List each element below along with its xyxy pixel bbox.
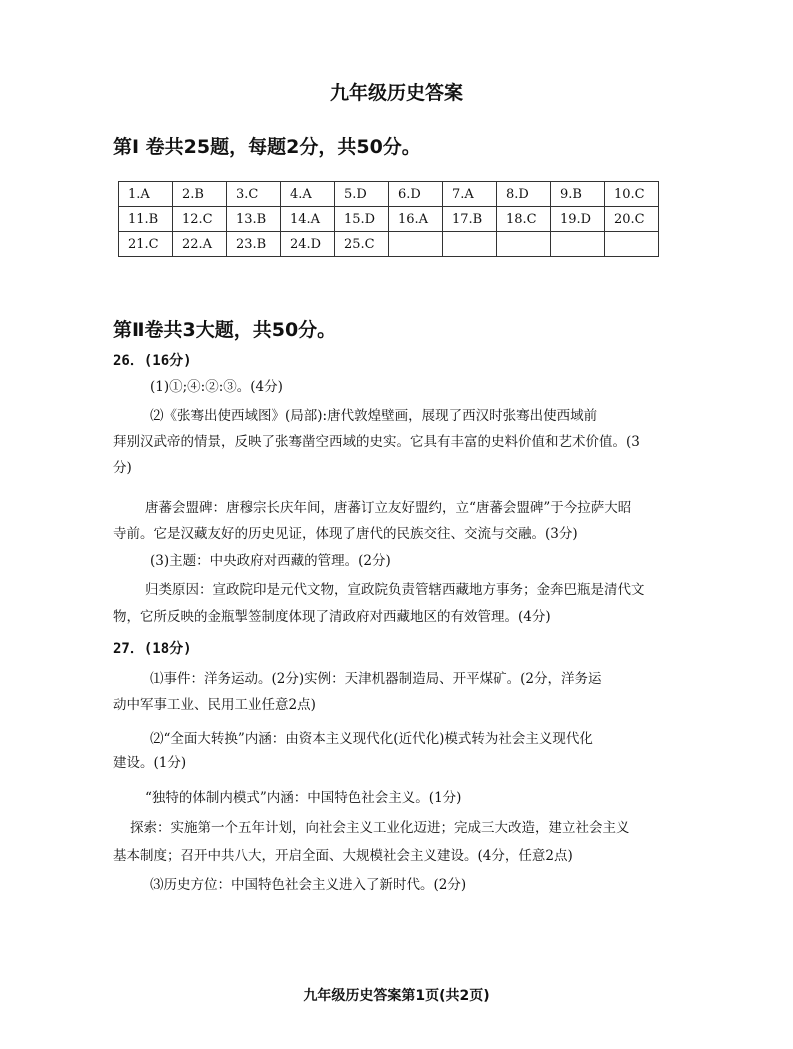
q27-part1-line2: 动中军事工业、民用工业任意2点) <box>113 697 316 713</box>
answer-cell: 23.B <box>227 232 281 257</box>
q27-part1-line1: ⑴事件：洋务运动。(2分)实例：天津机器制造局、开平煤矿。(2分，洋务运 <box>150 671 602 687</box>
answer-cell: 8.D <box>497 182 551 207</box>
answer-cell: 1.A <box>119 182 173 207</box>
page-title: 九年级历史答案 <box>329 82 463 104</box>
answer-cell: 19.D <box>551 207 605 232</box>
answer-cell: 14.A <box>281 207 335 232</box>
answer-row <box>119 182 659 207</box>
q26-part3-line1: 唐蕃会盟碑：唐穆宗长庆年间，唐蕃订立友好盟约，立“唐蕃会盟碑”于今拉萨大昭 <box>145 500 632 516</box>
answer-cell: 11.B <box>119 207 173 232</box>
q26-part3-line2: 寺前。它是汉藏友好的历史见证，体现了唐代的民族交往、交流与交融。(3分) <box>113 526 578 542</box>
answer-cell <box>605 232 659 257</box>
answer-table <box>118 181 659 257</box>
answer-cell: 9.B <box>551 182 605 207</box>
q27-part3: “独特的体制内模式”内涵：中国特色社会主义。(1分) <box>145 790 462 806</box>
question-26-number: 26．(16分) <box>113 353 192 369</box>
q26-part5-line2: 物，它所反映的金瓶掣签制度体现了清政府对西藏地区的有效管理。(4分) <box>113 609 551 625</box>
answer-cell: 6.D <box>389 182 443 207</box>
q26-part1: (1)①;④:②:③。(4分) <box>150 379 283 395</box>
answer-cell: 12.C <box>173 207 227 232</box>
q26-part2-line2: 拜别汉武帝的情景，反映了张骞凿空西域的史实。它具有丰富的史料价值和艺术价值。(3 <box>113 434 640 450</box>
answer-cell <box>497 232 551 257</box>
answer-cell <box>389 232 443 257</box>
answer-cell: 5.D <box>335 182 389 207</box>
q26-part5-line1: 归类原因：宣政院印是元代文物，宣政院负责管辖西藏地方事务；金奔巴瓶是清代文 <box>145 582 645 598</box>
answer-cell <box>551 232 605 257</box>
q27-part4-line1: 探索：实施第一个五年计划，向社会主义工业化迈进；完成三大改造，建立社会主义 <box>130 820 630 836</box>
answer-cell: 21.C <box>119 232 173 257</box>
answer-cell: 24.D <box>281 232 335 257</box>
q27-part5: ⑶历史方位：中国特色社会主义进入了新时代。(2分) <box>150 877 467 893</box>
q26-part4: (3)主题：中央政府对西藏的管理。(2分) <box>150 553 391 569</box>
answer-cell: 3.C <box>227 182 281 207</box>
answer-cell: 20.C <box>605 207 659 232</box>
answer-cell: 4.A <box>281 182 335 207</box>
section-1-heading: 第Ⅰ 卷共25题，每题2分，共50分。 <box>113 136 421 158</box>
q27-part2-line1: ⑵“全面大转换”内涵：由资本主义现代化(近代化)模式转为社会主义现代化 <box>150 731 593 747</box>
answer-cell: 10.C <box>605 182 659 207</box>
q27-part4-line2: 基本制度；召开中共八大，开启全面、大规模社会主义建设。(4分，任意2点) <box>113 848 573 864</box>
answer-cell: 22.A <box>173 232 227 257</box>
answer-cell <box>443 232 497 257</box>
answer-cell: 16.A <box>389 207 443 232</box>
answer-cell: 15.D <box>335 207 389 232</box>
answer-row <box>119 207 659 232</box>
question-27-number: 27．(18分) <box>113 641 192 657</box>
q27-part2-line2: 建设。(1分) <box>113 755 187 771</box>
answer-cell: 7.A <box>443 182 497 207</box>
page-footer: 九年级历史答案第1页(共2页) <box>303 988 490 1004</box>
answer-cell: 18.C <box>497 207 551 232</box>
answer-cell: 13.B <box>227 207 281 232</box>
section-2-heading: 第Ⅱ卷共3大题，共50分。 <box>113 319 337 341</box>
answer-cell: 17.B <box>443 207 497 232</box>
q26-part2-line3: 分) <box>113 460 132 476</box>
answer-cell: 2.B <box>173 182 227 207</box>
answer-cell: 25.C <box>335 232 389 257</box>
q26-part2-line1: ⑵《张骞出使西域图》(局部):唐代敦煌壁画，展现了西汉时张骞出使西域前 <box>150 408 598 424</box>
answer-row <box>119 232 659 257</box>
